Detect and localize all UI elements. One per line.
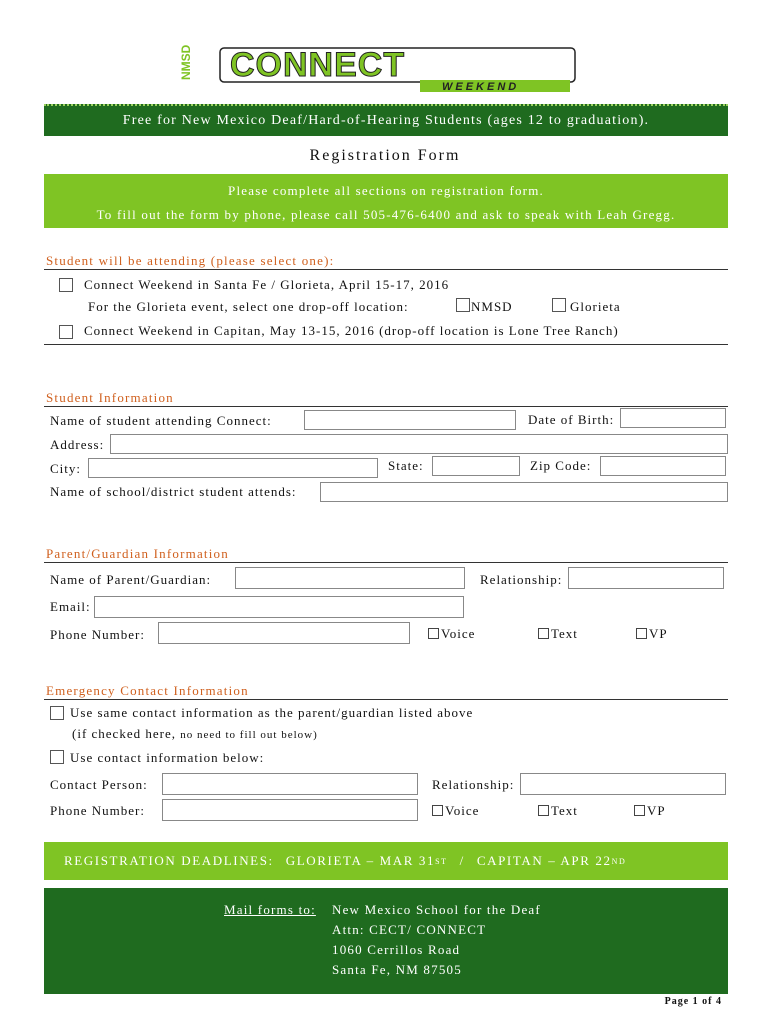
deadline-capitan-sup: ND [611, 856, 627, 866]
emergency-voice-option[interactable] [432, 803, 479, 819]
connect-weekend-logo [180, 40, 580, 95]
emergency-relationship-field[interactable] [520, 773, 726, 795]
email-label: Email: [50, 599, 91, 614]
dropoff-nmsd-label: NMSD [471, 299, 513, 314]
state-field[interactable] [432, 456, 520, 476]
mail-line-2: Attn: CECT/ CONNECT [332, 922, 487, 937]
parent-relationship-field[interactable] [568, 567, 724, 589]
address-field[interactable] [110, 434, 728, 454]
attending-divider [44, 269, 728, 270]
mail-box [44, 888, 728, 994]
below-contact-checkbox[interactable] [50, 750, 64, 764]
page-title: Registration Form [309, 147, 461, 164]
emergency-heading: Emergency Contact Information [46, 683, 249, 698]
same-contact-note [72, 726, 318, 742]
parent-text-label: Text [551, 626, 578, 641]
mail-line-3: 1060 Cerrillos Road [332, 942, 461, 957]
emergency-text-checkbox[interactable] [538, 805, 549, 816]
zip-label: Zip Code: [530, 458, 592, 473]
attending-bottom-divider [44, 344, 728, 345]
parent-text-checkbox[interactable] [538, 628, 549, 639]
parent-voice-checkbox[interactable] [428, 628, 439, 639]
parent-vp-label: VP [649, 626, 668, 641]
parent-divider [44, 562, 728, 563]
mail-label: Mail forms to: [224, 902, 316, 917]
dropoff-glorieta-label: Glorieta [570, 299, 621, 314]
deadline-separator: / [459, 853, 465, 868]
zip-field[interactable] [600, 456, 726, 476]
deadlines-label: REGISTRATION DEADLINES: [64, 853, 274, 868]
emergency-phone-field[interactable] [162, 799, 418, 821]
email-field[interactable] [94, 596, 464, 618]
mail-line-4: Santa Fe, NM 87505 [332, 962, 462, 977]
student-name-field[interactable] [304, 410, 516, 430]
option-capitan-label: Connect Weekend in Capitan, May 13-15, 2016 (drop-off location is Lone Tree Ranch) [84, 323, 619, 338]
emergency-voice-checkbox[interactable] [432, 805, 443, 816]
parent-voice-option[interactable] [428, 626, 475, 642]
same-contact-note-a: (if checked here, [72, 726, 176, 741]
parent-relationship-label: Relationship: [480, 572, 563, 587]
logo-small-text: NMSD [180, 44, 193, 80]
deadlines-banner [44, 842, 728, 880]
emergency-vp-option[interactable] [634, 803, 666, 819]
emergency-phone-label: Phone Number: [50, 803, 145, 818]
dropoff-nmsd-checkbox[interactable] [456, 298, 470, 312]
emergency-text-option[interactable] [538, 803, 578, 819]
school-field[interactable] [320, 482, 728, 502]
same-contact-label: Use same contact information as the parent/guardian listed above [70, 705, 474, 720]
emergency-vp-checkbox[interactable] [634, 805, 645, 816]
deadline-glorieta: GLORIETA – MAR 31 [285, 853, 436, 868]
dropoff-label: For the Glorieta event, select one drop-off location: [88, 299, 409, 314]
state-label: State: [388, 458, 424, 473]
same-contact-checkbox[interactable] [50, 706, 64, 720]
emergency-relationship-label: Relationship: [432, 777, 515, 792]
parent-vp-option[interactable] [636, 626, 668, 642]
free-banner: Free for New Mexico Deaf/Hard-of-Hearing Students (ages 12 to graduation). [44, 104, 728, 136]
below-contact-label: Use contact information below: [70, 750, 265, 765]
address-label: Address: [50, 437, 105, 452]
logo-sub-text: WEEKEND [442, 81, 520, 93]
option-santa-fe-checkbox[interactable] [59, 278, 73, 292]
emergency-divider [44, 699, 728, 700]
instructions-line-1: Please complete all sections on registration form. [228, 183, 544, 198]
parent-voice-label: Voice [441, 626, 476, 641]
contact-person-label: Contact Person: [50, 777, 148, 792]
student-divider [44, 406, 728, 407]
city-label: City: [50, 461, 82, 476]
student-name-label: Name of student attending Connect: [50, 413, 272, 428]
parent-phone-label: Phone Number: [50, 627, 145, 642]
dropoff-glorieta-checkbox[interactable] [552, 298, 566, 312]
same-contact-note-b: no need to fill out below) [180, 729, 318, 741]
parent-vp-checkbox[interactable] [636, 628, 647, 639]
option-santa-fe-label: Connect Weekend in Santa Fe / Glorieta, April 15-17, 2016 [84, 277, 450, 292]
student-heading: Student Information [46, 390, 174, 405]
attending-heading: Student will be attending (please select one): [46, 253, 335, 268]
instructions-line-2: To fill out the form by phone, please call 505-476-6400 and ask to speak with Leah Gregg. [96, 207, 676, 222]
deadline-glorieta-sup: ST [435, 856, 448, 866]
option-capitan-checkbox[interactable] [59, 325, 73, 339]
dob-field[interactable] [620, 408, 726, 428]
emergency-vp-label: VP [647, 803, 666, 818]
page-number: Page 1 of 4 [664, 996, 722, 1007]
parent-name-label: Name of Parent/Guardian: [50, 572, 212, 587]
contact-person-field[interactable] [162, 773, 418, 795]
parent-phone-field[interactable] [158, 622, 410, 644]
school-label: Name of school/district student attends: [50, 484, 297, 499]
city-field[interactable] [88, 458, 378, 478]
parent-heading: Parent/Guardian Information [46, 546, 229, 561]
deadline-capitan: CAPITAN – APR 22 [476, 853, 612, 868]
dob-label: Date of Birth: [528, 412, 615, 427]
mail-line-1: New Mexico School for the Deaf [332, 902, 541, 917]
logo-main-text: CONNECT [230, 46, 406, 84]
emergency-voice-label: Voice [445, 803, 480, 818]
parent-name-field[interactable] [235, 567, 465, 589]
instructions-box [44, 174, 728, 228]
parent-text-option[interactable] [538, 626, 578, 642]
emergency-text-label: Text [551, 803, 578, 818]
